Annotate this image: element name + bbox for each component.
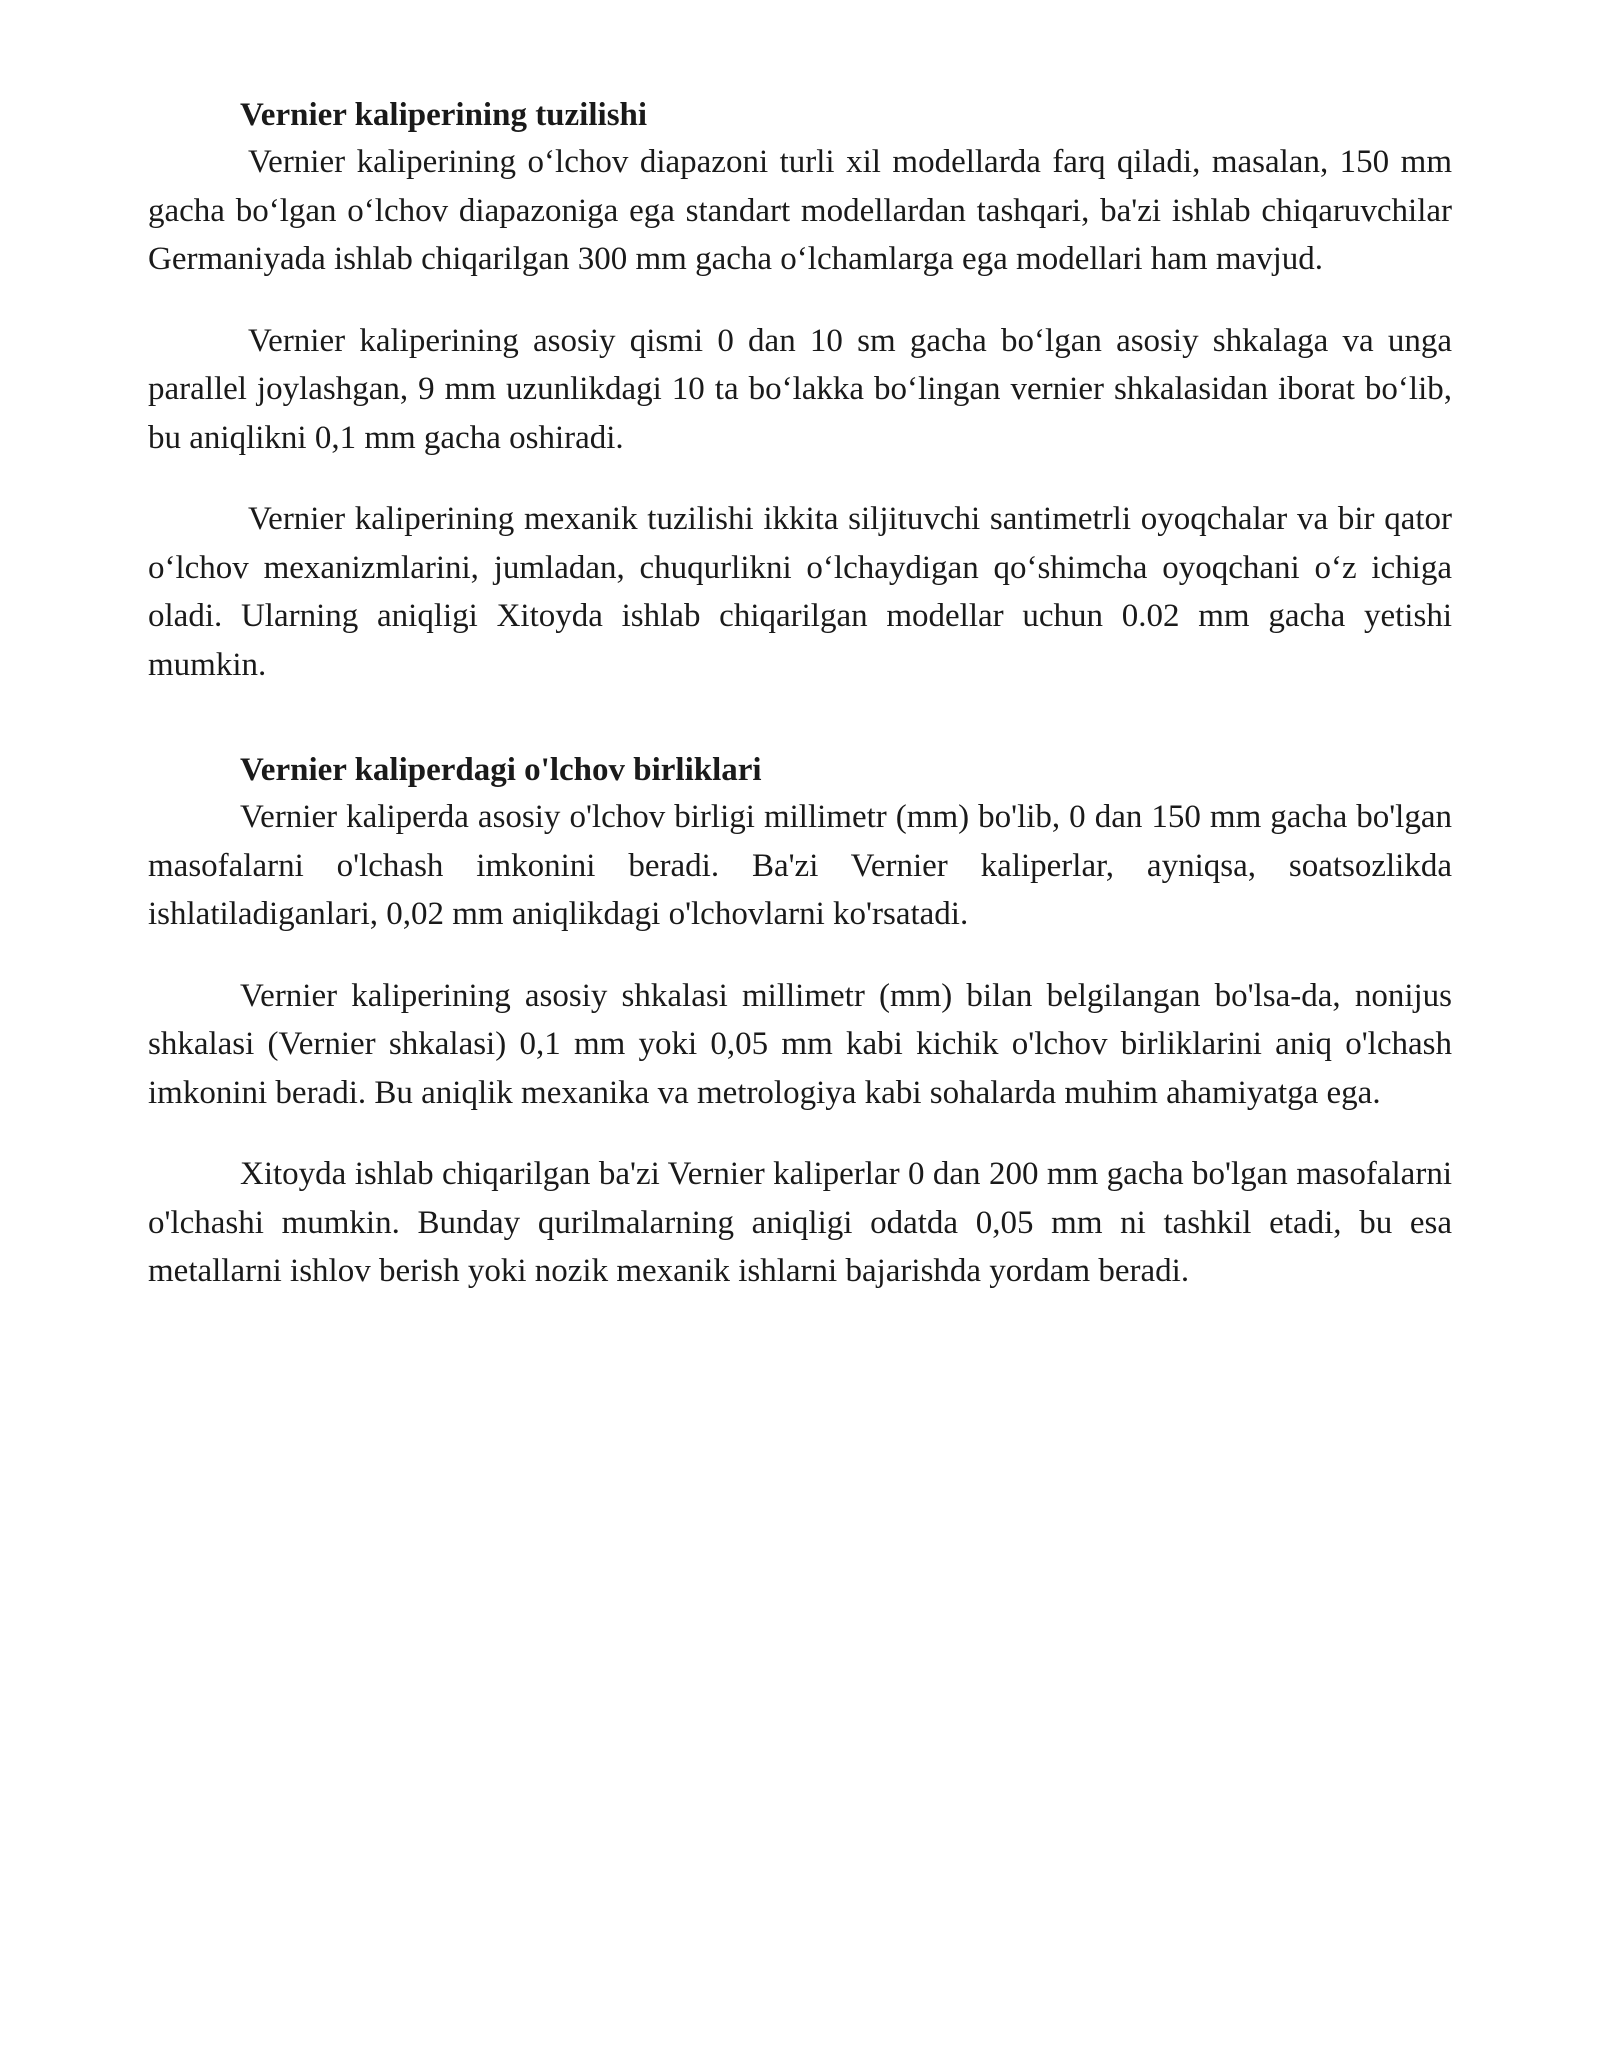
paragraph: Vernier kaliperining asosiy qismi 0 dan 10 sm gacha bo‘lgan asosiy shkalaga va unga parallel joylashgan, 9 mm uzunlikdagi 10 ta bo‘lakka bo‘lingan vernier shkalasidan iborat bo‘lib, bu aniqlikni 0,1 mm gacha oshiradi.	[148, 322, 1452, 456]
paragraph: Vernier kaliperining asosiy shkalasi millimetr (mm) bilan belgilangan bo'lsa-da, nonijus shkalasi (Vernier shkalasi) 0,1 mm yoki 0,05 mm kabi kichik o'lchov birliklarini aniq o'lchash imkonini beradi. Bu aniqlik mexanika va metrologiya kabi sohalarda muhim ahamiyatga ega.	[148, 977, 1452, 1111]
document-body	[148, 92, 1452, 1296]
section-heading-structure: Vernier kaliperining tuzilishi	[240, 97, 648, 133]
paragraph: Vernier kaliperining o‘lchov diapazoni turli xil modellarda farq qiladi, masalan, 150 mm gacha bo‘lgan o‘lchov diapazoniga ega standart modellardan tashqari, ba'zi ishlab chiqaruvchilar Germaniyada ishlab chiqarilgan 300 mm gacha o‘lchamlarga ega modellari ham mavjud.	[148, 144, 1452, 277]
paragraph: Vernier kaliperining mexanik tuzilishi ikkita siljituvchi santimetrli oyoqchalar va bir qator o‘lchov mexanizmlarini, jumladan, chuqurlikni o‘lchaydigan qo‘shimcha oyoqchani o‘z ichiga oladi. Ularning aniqligi Xitoyda ishlab chiqarilgan modellar uchun 0.02 mm gacha yetishi mumkin.	[148, 501, 1452, 683]
paragraph: Vernier kaliperda asosiy o'lchov birligi millimetr (mm) bo'lib, 0 dan 150 mm gacha bo'lgan masofalarni o'lchash imkonini beradi. Ba'zi Vernier kaliperlar, ayniqsa, soatsozlikda ishlatiladiganlari, 0,02 mm aniqlikdagi o'lchovlarni ko'rsatadi.	[148, 799, 1452, 932]
paragraph: Xitoyda ishlab chiqarilgan ba'zi Vernier kaliperlar 0 dan 200 mm gacha bo'lgan masofalarni o'lchashi mumkin. Bunday qurilmalarning aniqligi odatda 0,05 mm ni tashkil etadi, bu esa metallarni ishlov berish yoki nozik mexanik ishlarni bajarishda yordam beradi.	[148, 1156, 1452, 1289]
section-heading-units: Vernier kaliperdagi o'lchov birliklari	[240, 752, 762, 788]
